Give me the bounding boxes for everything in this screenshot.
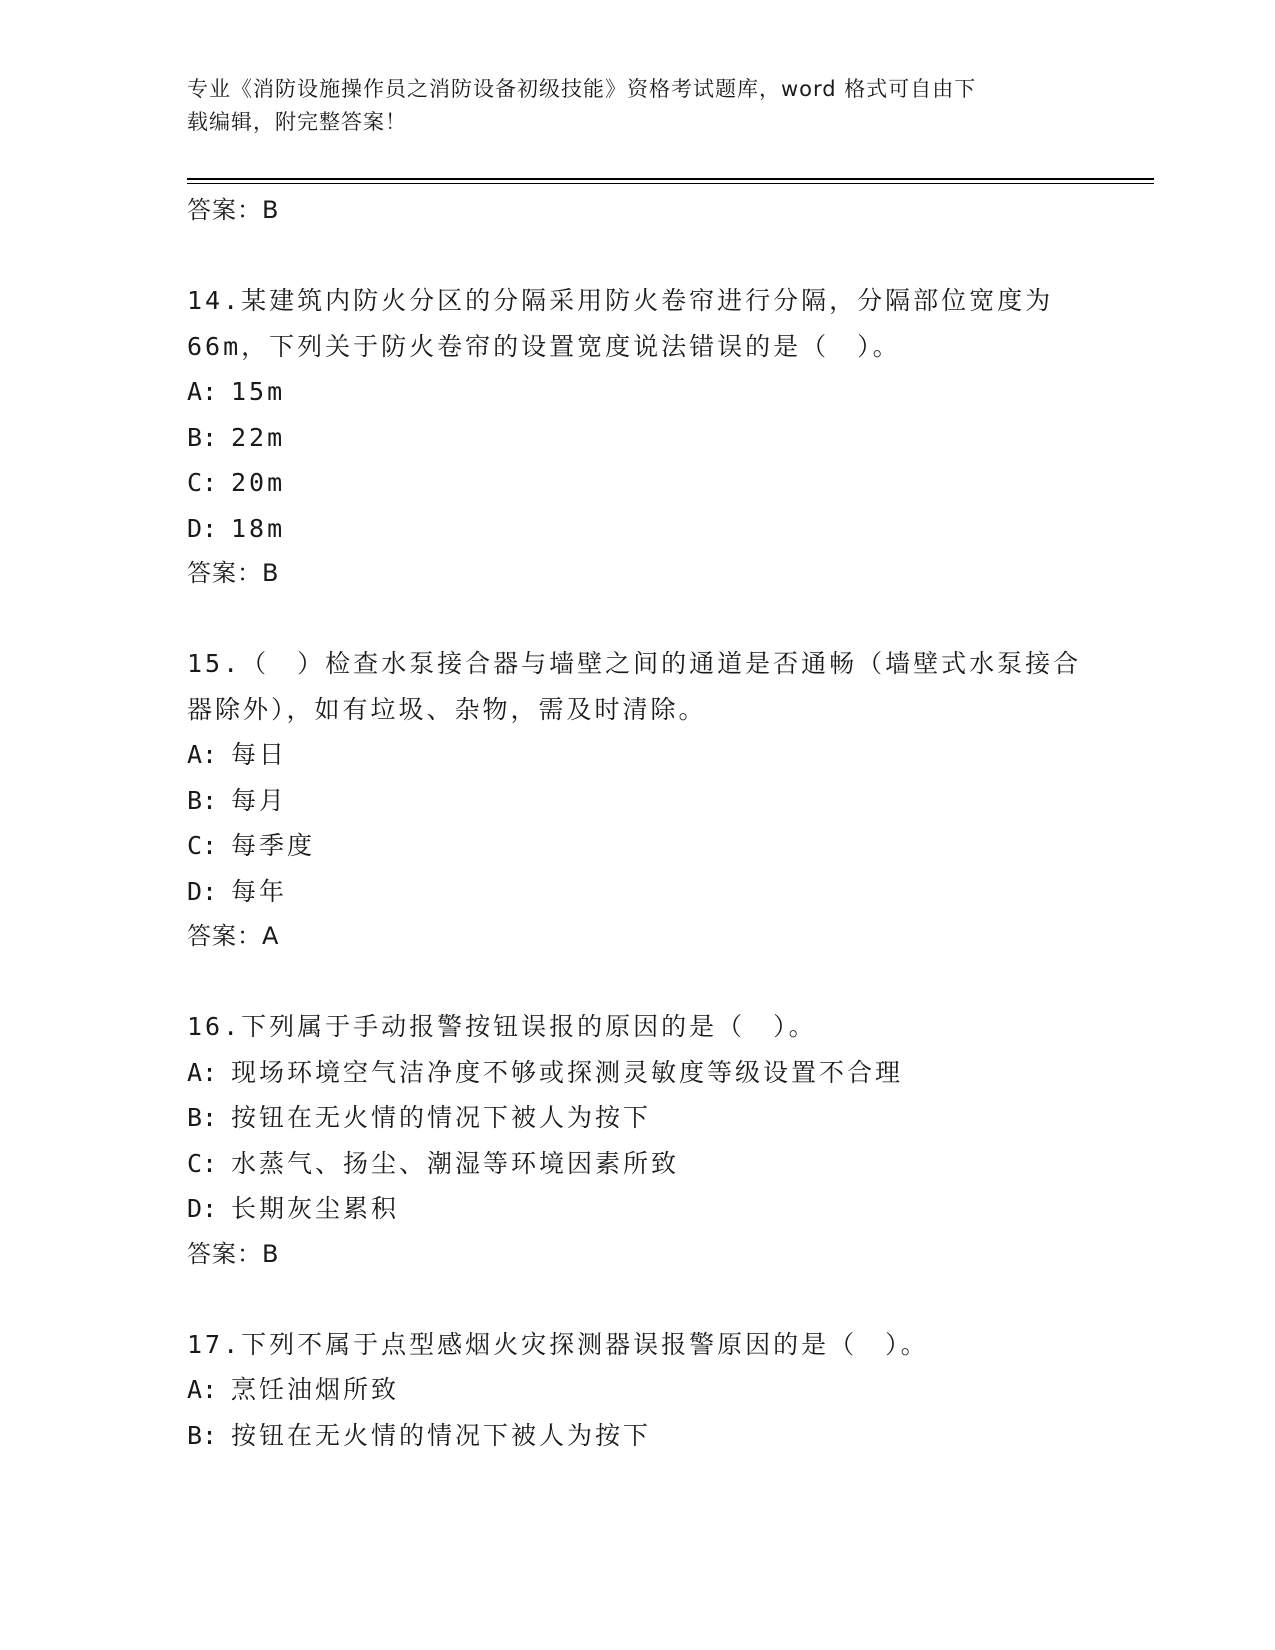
option-text: 18m bbox=[231, 513, 286, 543]
option-letter: D: bbox=[187, 876, 218, 906]
question-block bbox=[187, 278, 1107, 596]
question-stem: 17.下列不属于点型感烟火灾探测器误报警原因的是（ ）。 bbox=[187, 1329, 929, 1359]
option-c bbox=[187, 823, 1107, 869]
page-header bbox=[187, 73, 1067, 139]
option-text: 22m bbox=[231, 422, 286, 452]
option-c bbox=[187, 1141, 1107, 1187]
question-stem: 14.某建筑内防火分区的分隔采用防火卷帘进行分隔，分隔部位宽度为66m，下列关于防火卷帘的设置宽度说法错误的是（ ）。 bbox=[187, 286, 1054, 361]
option-a bbox=[187, 1367, 1107, 1413]
option-a bbox=[187, 1050, 1107, 1096]
option-letter: C: bbox=[187, 1148, 218, 1178]
option-text: 每日 bbox=[231, 740, 288, 769]
option-letter: A: bbox=[187, 377, 218, 406]
header-line-1: 专业《消防设施操作员之消防设备初级技能》资格考试题库，word 格式可自由下 bbox=[187, 77, 977, 101]
answer-line: 答案：A bbox=[187, 922, 280, 950]
question-stem: 16.下列属于手动报警按钮误报的原因的是（ ）。 bbox=[187, 1012, 817, 1041]
option-a bbox=[187, 732, 1107, 778]
option-text: 现场环境空气洁净度不够或探测灵敏度等级设置不合理 bbox=[231, 1057, 904, 1087]
answer-line: 答案：B bbox=[187, 1239, 280, 1268]
option-b bbox=[187, 778, 1107, 824]
option-c bbox=[187, 460, 1107, 506]
option-letter: A: bbox=[187, 1057, 218, 1087]
question-block bbox=[187, 641, 1107, 959]
option-letter: B: bbox=[187, 785, 218, 815]
header-divider-thin bbox=[187, 183, 1154, 184]
answer-line: 答案：B bbox=[187, 196, 280, 224]
option-letter: B: bbox=[187, 1420, 218, 1450]
question-list bbox=[187, 188, 1107, 1458]
option-letter: D: bbox=[187, 513, 218, 543]
option-text: 每年 bbox=[231, 876, 288, 906]
option-letter: C: bbox=[187, 831, 218, 860]
option-letter: B: bbox=[187, 1103, 218, 1132]
question-block bbox=[187, 1004, 1107, 1277]
option-b bbox=[187, 415, 1107, 461]
option-d bbox=[187, 1186, 1107, 1232]
header-divider-thick bbox=[187, 178, 1154, 180]
option-text: 15m bbox=[231, 377, 286, 406]
question-block bbox=[187, 1322, 1107, 1459]
option-d bbox=[187, 506, 1107, 552]
option-a bbox=[187, 369, 1107, 415]
header-line-2: 载编辑，附完整答案！ bbox=[187, 110, 407, 134]
option-letter: A: bbox=[187, 1375, 218, 1404]
option-d bbox=[187, 869, 1107, 915]
option-text: 每季度 bbox=[231, 831, 316, 860]
option-letter: A: bbox=[187, 740, 218, 769]
option-letter: B: bbox=[187, 422, 218, 452]
option-letter: D: bbox=[187, 1194, 218, 1223]
option-text: 20m bbox=[231, 468, 286, 497]
option-b bbox=[187, 1413, 1107, 1459]
option-text: 长期灰尘累积 bbox=[231, 1194, 400, 1223]
option-text: 烹饪油烟所致 bbox=[231, 1375, 400, 1404]
option-b bbox=[187, 1095, 1107, 1141]
question-stem: 15.（ ）检查水泵接合器与墙壁之间的通道是否通畅（墙壁式水泵接合器除外），如有垃圾、杂物，需及时清除。 bbox=[187, 649, 1082, 724]
option-text: 水蒸气、扬尘、潮湿等环境因素所致 bbox=[231, 1148, 680, 1178]
option-text: 按钮在无火情的情况下被人为按下 bbox=[231, 1420, 652, 1450]
option-letter: C: bbox=[187, 468, 218, 497]
option-text: 按钮在无火情的情况下被人为按下 bbox=[231, 1103, 652, 1132]
answer-line: 答案：B bbox=[187, 559, 280, 587]
option-text: 每月 bbox=[231, 785, 288, 815]
